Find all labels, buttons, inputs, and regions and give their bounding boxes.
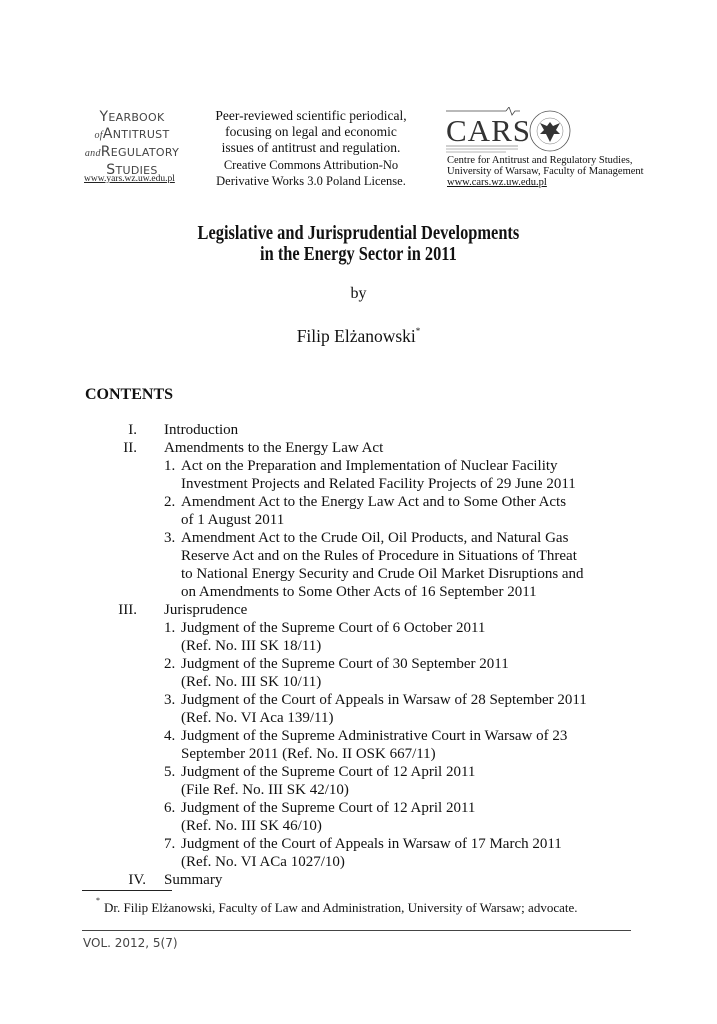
cars-url-link[interactable]: www.cars.wz.uw.edu.pl — [447, 177, 547, 188]
toc-item-number: 1. — [164, 620, 176, 636]
toc-item-line[interactable]: (Ref. No. III SK 18/11) — [181, 638, 322, 654]
toc-item-line[interactable]: Act on the Preparation and Implementation of Nuclear Facility — [181, 458, 558, 474]
toc-item-line[interactable]: (File Ref. No. III SK 42/10) — [181, 782, 349, 798]
toc-item-line[interactable]: Reserve Act and on the Rules of Procedure in Situations of Threat — [181, 548, 577, 564]
toc-section-number: II. — [123, 440, 137, 456]
toc-item-line[interactable]: September 2011 (Ref. No. II OSK 667/11) — [181, 746, 436, 762]
toc-item-line[interactable]: Judgment of the Court of Appeals in Warsaw of 28 September 2011 — [181, 692, 587, 708]
by-line: by — [350, 285, 367, 302]
toc-item-line[interactable]: Judgment of the Supreme Administrative Court in Warsaw of 23 — [181, 728, 568, 744]
footnote-mark: * — [96, 896, 100, 905]
volume-footer: VOL. 2012, 5(7) — [83, 936, 178, 950]
cars-line: Centre for Antitrust and Regulatory Studies, — [447, 155, 633, 166]
toc-item-number: 5. — [164, 764, 176, 780]
toc-item-line[interactable]: on Amendments to Some Other Acts of 16 September 2011 — [181, 584, 537, 600]
toc-item-line[interactable]: of 1 August 2011 — [181, 512, 285, 528]
toc-item-line[interactable]: (Ref. No. VI ACa 1027/10) — [181, 854, 345, 870]
yars-logo-line: STUDIES — [106, 162, 158, 178]
toc-item-line[interactable]: Judgment of the Supreme Court of 12 April 2011 — [181, 800, 476, 816]
cars-line: University of Warsaw, Faculty of Management — [447, 166, 644, 177]
title-line: Legislative and Jurisprudential Developments — [197, 223, 520, 244]
toc-section-number: III. — [118, 602, 137, 618]
toc-item-line[interactable]: Judgment of the Supreme Court of 12 April 2011 — [181, 764, 476, 780]
toc-item-line[interactable]: Investment Projects and Related Facility Projects of 29 June 2011 — [181, 476, 576, 492]
toc-item-number: 7. — [164, 836, 176, 852]
toc-item-line[interactable]: to National Energy Security and Crude Oil Market Disruptions and — [181, 566, 584, 582]
yars-url-link[interactable]: www.yars.wz.uw.edu.pl — [84, 174, 175, 184]
toc-item-number: 1. — [164, 458, 176, 474]
toc-section-number: IV. — [128, 872, 146, 888]
author-text: Filip Elżanowski — [296, 326, 416, 346]
license-line: Derivative Works 3.0 Poland License. — [216, 174, 406, 188]
toc-section-title[interactable]: Amendments to the Energy Law Act — [164, 440, 384, 456]
author-footnote-mark[interactable]: * — [415, 326, 421, 336]
footnote — [96, 896, 578, 916]
toc-item-number: 4. — [164, 728, 176, 744]
toc-item-line[interactable]: Judgment of the Supreme Court of 30 September 2011 — [181, 656, 509, 672]
yars-logo-line: YEARBOOK — [99, 109, 165, 125]
toc-section-title[interactable]: Summary — [164, 872, 223, 888]
yars-logo-line: ofANTITRUST — [94, 126, 170, 142]
toc-item-line[interactable]: Amendment Act to the Energy Law Act and to Some Other Acts — [181, 494, 567, 510]
toc-section-title[interactable]: Jurisprudence — [164, 602, 248, 618]
toc-item-number: 3. — [164, 530, 176, 546]
contents-heading: CONTENTS — [85, 386, 174, 403]
periodical-line: Peer-reviewed scientific periodical, — [215, 108, 407, 123]
title-line: in the Energy Sector in 2011 — [260, 244, 457, 265]
toc-item-line[interactable]: (Ref. No. III SK 10/11) — [181, 674, 322, 690]
toc-item-number: 2. — [164, 494, 176, 510]
footnote-text: Dr. Filip Elżanowski, Faculty of Law and Administration, University of Warsaw; advocate. — [104, 900, 578, 915]
toc-item-number: 3. — [164, 692, 176, 708]
toc-item-line[interactable]: (Ref. No. VI Aca 139/11) — [181, 710, 334, 726]
toc-item-number: 6. — [164, 800, 176, 816]
yars-logo-line: andREGULATORY — [84, 144, 180, 160]
periodical-line: issues of antitrust and regulation. — [221, 140, 401, 155]
toc-item-line[interactable]: (Ref. No. III SK 46/10) — [181, 818, 322, 834]
toc-item-line[interactable]: Amendment Act to the Crude Oil, Oil Products, and Natural Gas — [181, 530, 569, 546]
cars-logo-text: CARS — [446, 113, 531, 148]
footnote-divider — [82, 890, 172, 891]
toc-section-title[interactable]: Introduction — [164, 422, 239, 438]
toc-item-number: 2. — [164, 656, 176, 672]
footer-divider — [82, 930, 631, 931]
periodical-line: focusing on legal and economic — [225, 124, 397, 139]
toc-item-line[interactable]: Judgment of the Court of Appeals in Warsaw of 17 March 2011 — [181, 836, 562, 852]
toc-section-number: I. — [128, 422, 137, 438]
license-line: Creative Commons Attribution-No — [223, 158, 399, 172]
toc-item-line[interactable]: Judgment of the Supreme Court of 6 October 2011 — [181, 620, 486, 636]
